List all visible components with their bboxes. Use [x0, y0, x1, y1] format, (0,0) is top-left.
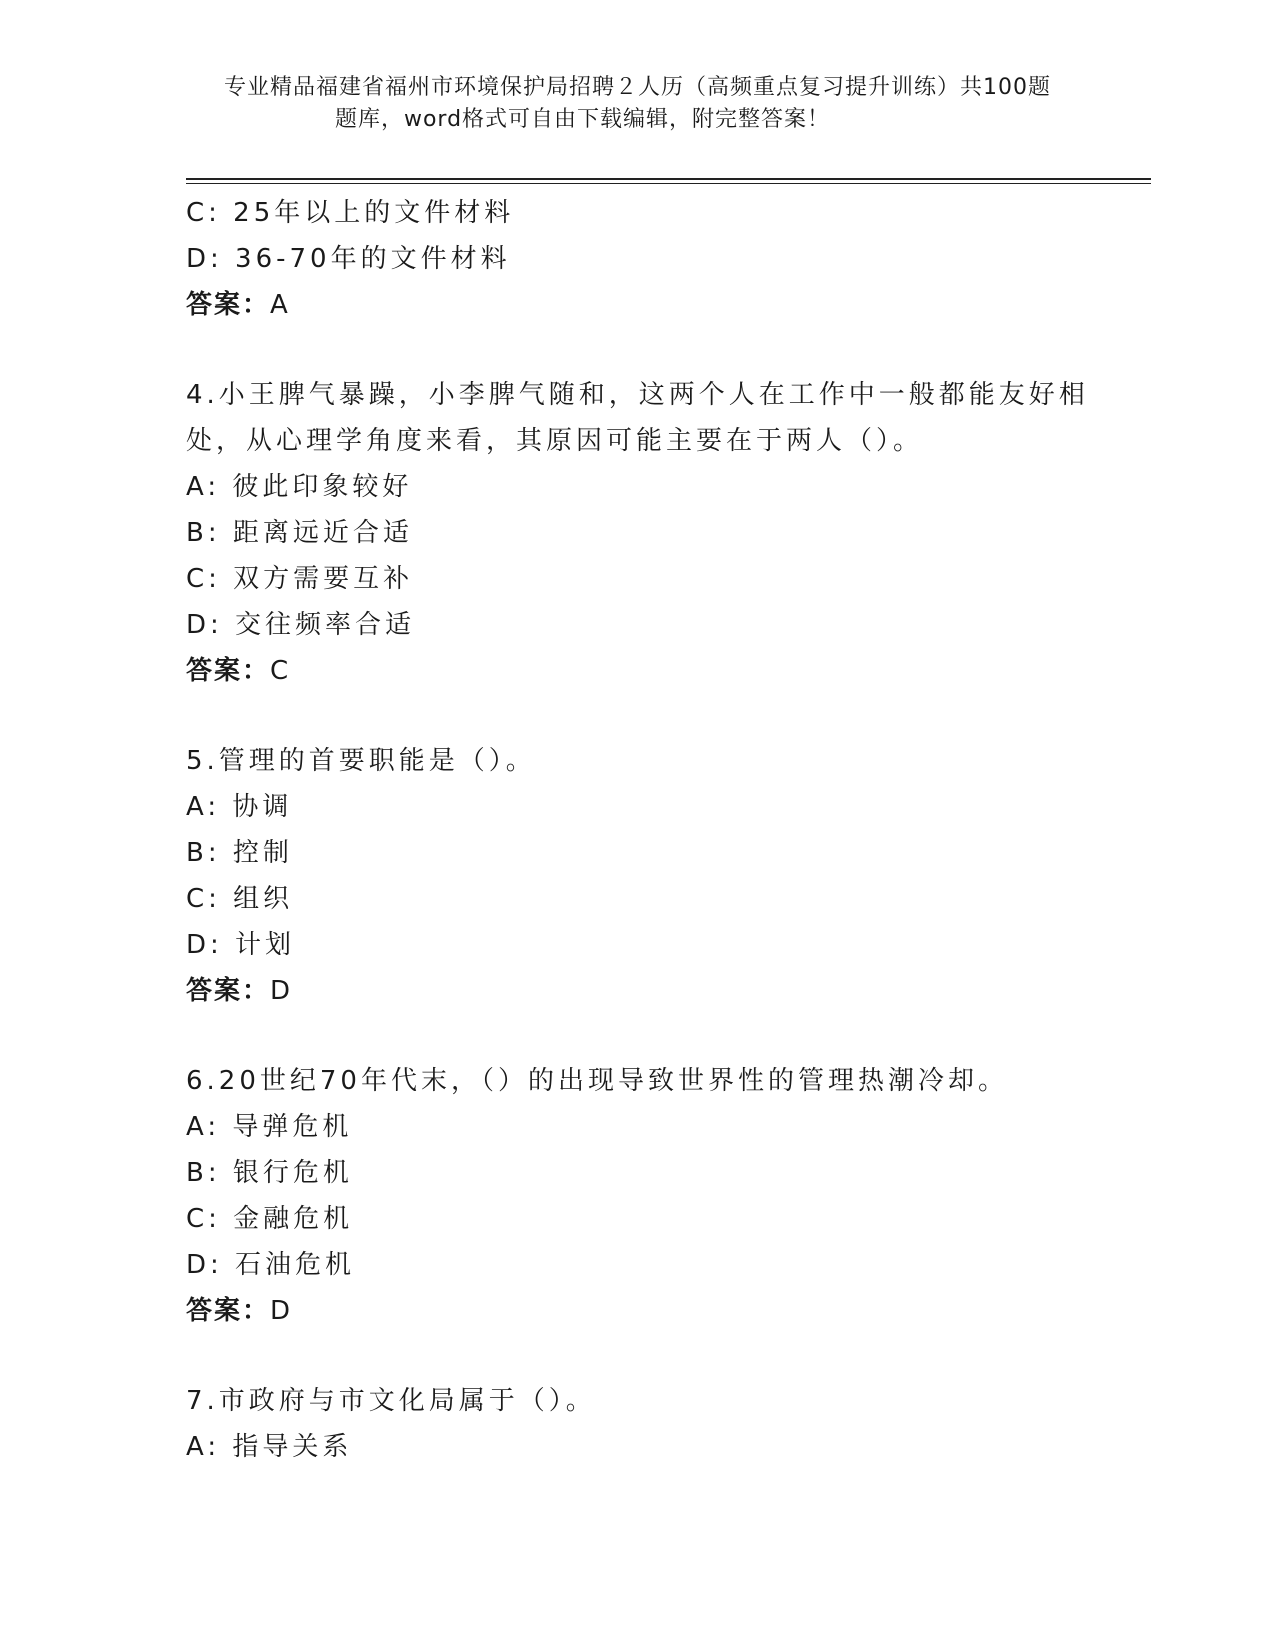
question-stem-line1: 4.小王脾气暴躁，小李脾气随和，这两个人在工作中一般都能友好相	[186, 380, 1089, 410]
option-a: A: 指导关系	[186, 1432, 353, 1462]
answer-value: D	[270, 1296, 292, 1326]
header-divider-thin	[186, 183, 1151, 184]
question-7	[186, 1378, 1086, 1470]
option-d: D: 36-70年的文件材料	[186, 244, 511, 274]
document-title-line1: 专业精品福建省福州市环境保护局招聘２人历（高频重点复习提升训练）共100题	[224, 75, 1051, 100]
option-b: B: 距离远近合适	[186, 518, 413, 548]
question-stem: 5.管理的首要职能是（）。	[186, 746, 536, 776]
option-c: C: 组织	[186, 884, 294, 914]
answer-label: 答案：	[186, 1296, 271, 1326]
option-a: A: 彼此印象较好	[186, 472, 413, 502]
option-d: D: 交往频率合适	[186, 610, 416, 640]
option-d: D: 石油危机	[186, 1250, 356, 1280]
answer-value: D	[270, 976, 292, 1006]
answer-line	[186, 282, 1086, 328]
option-b: B: 控制	[186, 838, 293, 868]
question-stem: 6.20世纪70年代末，（）的出现导致世界性的管理热潮冷却。	[186, 1066, 1008, 1096]
option-c: C: 双方需要互补	[186, 564, 414, 594]
question-list	[186, 190, 1089, 1470]
answer-line	[186, 648, 1086, 694]
option-c: C: 25年以上的文件材料	[186, 198, 515, 228]
question-stem-line2: 处，从心理学角度来看，其原因可能主要在于两人（）。	[186, 426, 924, 456]
question-3-tail	[186, 190, 1086, 328]
option-c: C: 金融危机	[186, 1204, 354, 1234]
document-title	[0, 72, 1275, 136]
question-6	[186, 1058, 1086, 1334]
header-divider-thick	[186, 178, 1151, 180]
question-4	[186, 372, 1089, 694]
question-5	[186, 738, 1086, 1014]
answer-value: C	[270, 656, 290, 686]
document-title-line2: 题库，word格式可自由下载编辑，附完整答案！	[334, 107, 831, 132]
option-a: A: 协调	[186, 792, 293, 822]
question-stem: 7.市政府与市文化局属于（）。	[186, 1386, 596, 1416]
option-d: D: 计划	[186, 930, 296, 960]
answer-label: 答案：	[186, 976, 271, 1006]
answer-label: 答案：	[186, 656, 271, 686]
option-b: B: 银行危机	[186, 1158, 353, 1188]
answer-label: 答案：	[186, 290, 271, 320]
option-a: A: 导弹危机	[186, 1112, 353, 1142]
answer-line	[186, 968, 1086, 1014]
answer-value: A	[270, 290, 289, 320]
answer-line	[186, 1288, 1086, 1334]
